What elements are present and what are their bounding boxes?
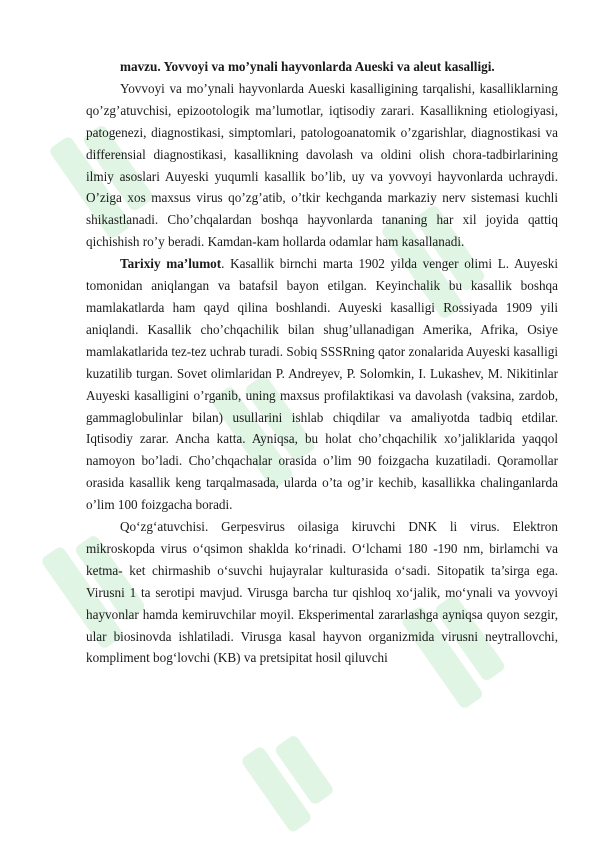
- document-page: [86, 56, 558, 669]
- paragraph-history-text: . Kasallik birnchi marta 1902 yilda venger olimi L. Auyeski tomonidan aniqlangan va batafsil bayon etilgan. Keyinchalik bu kasallik boshqa mamlakatlarda ham qayd qilina boshlandi. Auyeski kasalligi Rossiyada 1909 yili aniqlandi. Kasallik cho’chqachilik bilan shug’ullanadigan Amerika, Afrika, Osiye mamlakatlarida tez-tez uchrab turadi. Sobiq SSSRning qator zonalarida Auyeski kasalligi kuzatilib turgan. Sovet olimlaridan P. Andreyev, P. Solomkin, I. Lukashev, M. Nikitinlar Auyeski kasalligini o’rganib, uning maxsus profilaktikasi va davolash (vaksina, zardob, gammaglobulinlar bilan) usullarini ishlab chiqdilar va amaliyotda tadbiq etdilar. Iqtisodiy zarar. Ancha katta. Ayniqsa, bu holat cho’chqachilik xo’jaliklarida yaqqol namoyon bo’ladi. Cho’chqachalar orasida o’lim 90 foizgacha kuzatiladi. Qoramollar orasida kasallik keng tarqalmasada, ularda o’ta og’ir kechib, kasallikka chalinganlarda o’lim 100 foizgacha boradi.: [86, 256, 558, 513]
- document-title: mavzu. Yovvoyi va mo’ynali hayvonlarda Aueski va aleut kasalligi.: [120, 59, 495, 74]
- paragraph-history-lead: Tarixiy ma’lumot: [120, 256, 222, 272]
- paragraph-history: [86, 253, 558, 516]
- paragraph-pathogen: [86, 516, 558, 669]
- paragraph-pathogen-text: Qo‘zg‘atuvchisi. Gerpesvirus oilasiga kiruvchi DNK li virus. Elektron mikroskopda virus o‘qsimon shaklda ko‘rinadi. O‘lchami 180 -190 nm, birlamchi va ketma- ket chirmashib o‘suvchi hujayralar kulturasida o‘sadi. Sitopatik ta’sirga ega. Virusni 1 ta serotipi mavjud. Virusga barcha tur qishloq xo‘jalik, mo‘ynali va yovvoyi hayvonlar hamda kemiruvchilar moyil. Eksperimental zararlashga ayniqsa quyon sezgir, ular biosinovda ishlatiladi. Virusga kasal hayvon organizmida virusni neytrallovchi, kompliment bog‘lovchi (KB) va pretsipitat hosil qiluvchi: [86, 519, 558, 666]
- paragraph-intro: [86, 78, 558, 253]
- paragraph-intro-text: Yovvoyi va mo’ynali hayvonlarda Aueski kasalligining tarqalishi, kasalliklarning qo’zg’atuvchisi, epizootologik ma’lumotlar, iqtisodiy zarari. Kasallikning etiologiyasi, patogenezi, diagnostikasi, simptomlari, patologoanatomik o’zgarishlar, diagnostikasi va differensial diagnostikasi, kasallikning davolash va oldini olish chora-tadbirlarining ilmiy asoslari Auyeski yuqumli kasallik bo’lib, uy va yovvoyi hayvonlarda uchraydi. O’ziga xos maxsus virus qo’zg’atib, o’tkir kechganda markaziy nerv sistemasi kuchli shikastlanadi. Cho’chqalardan boshqa hayvonlarda tananing har xil joyida qattiq qichishish ro’y beradi. Kamdan-kam hollarda odamlar ham kasallanadi.: [86, 80, 558, 250]
